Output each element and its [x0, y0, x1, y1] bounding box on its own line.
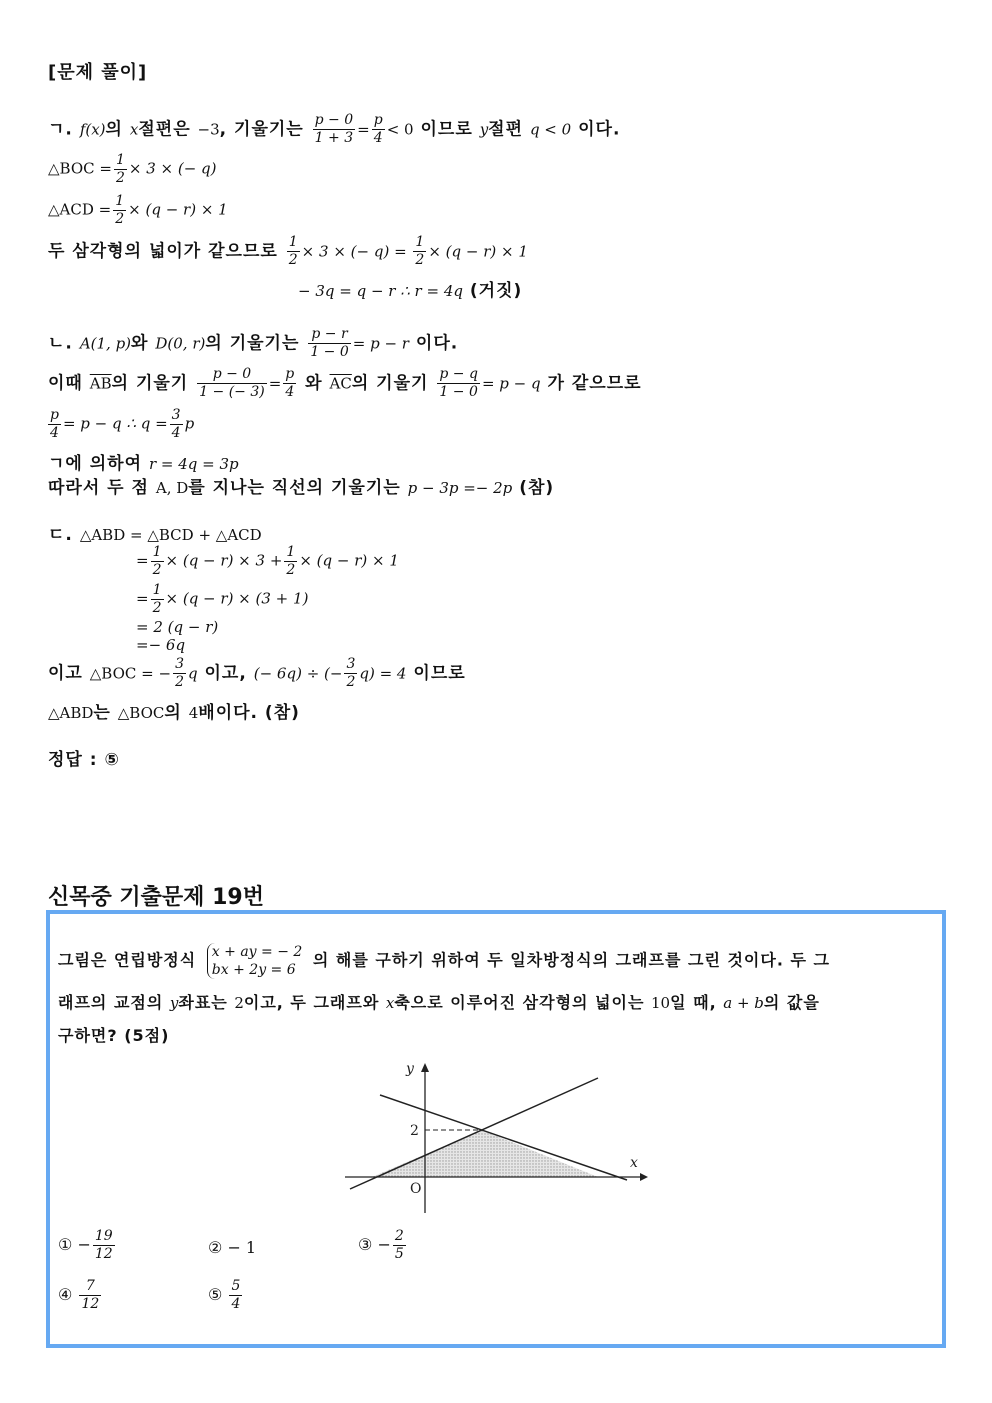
part-n-line3: $\frac{p}{4}$ = p − q ∴ q = $\frac{3}{4}$ p — [50, 407, 195, 441]
part-d-line1: ㄷ. △ABD = △BCD + △ACD — [48, 525, 262, 545]
problem-line2: 래프의 교점의 y좌표는 2이고, 두 그래프와 x축으로 이루어진 삼각형의 넓이는 10일 때, a + b의 값을 — [58, 993, 820, 1012]
part-n-label: ㄴ. — [48, 333, 73, 354]
x-axis-arrow — [640, 1173, 648, 1181]
part-g-line1: ㄱ. f(x)의 x절편은 −3, 기울기는 $\frac{p - 0}{1 + 3}$ = $\frac{p}{4}$ < 0 이므로 y절편 q < 0 이다. — [48, 112, 621, 146]
part-d-line6: 이고 △BOC = − $\frac{3}{2}$ q 이고, (− 6q) ÷ (− $\frac{3}{2}$ q) = 4 이므로 — [48, 656, 466, 690]
fraction: $\frac{p - 0}{1 + 3}$ — [314, 112, 354, 146]
problem-line3: 구하면? (5점) — [58, 1026, 170, 1045]
option-2[interactable]: ② − 1 — [208, 1238, 257, 1257]
part-d-line3: = $\frac{1}{2}$ × (q − r) × (3 + 1) — [136, 582, 309, 616]
x-axis-label: x — [630, 1155, 638, 1171]
option-5[interactable]: ⑤ $\frac{5}{4}$ — [208, 1278, 241, 1312]
part-g-boc: △BOC = $\frac{1}{2}$ × 3 × (− q) — [48, 152, 217, 186]
part-g-result: − 3q = q − r ∴ r = 4q (거짓) — [298, 281, 523, 301]
part-d-line4: = 2 (q − r) — [136, 618, 219, 636]
section-header: [문제 풀이] — [48, 62, 148, 83]
part-g-acd: △ACD = $\frac{1}{2}$ × (q − r) × 1 — [48, 193, 228, 227]
part-n-line2: 이때 $\overline{AB}$의 기울기 $\frac{p - 0}{1 - (- 3)}$ = $\frac{p}{4}$ 와 $\overline{AC}$의 기울기 $\frac{p - q}{1 - 0}$ = p − q 가 같으므로 — [48, 366, 642, 400]
part-d-label: ㄷ. — [48, 525, 73, 545]
y-axis-label: y — [406, 1061, 414, 1077]
part-n-line1: ㄴ. A(1, p)와 D(0, r)의 기울기는 $\frac{p - r}{1 - 0}$ = p − r 이다. — [48, 326, 459, 360]
option-4[interactable]: ④ $\frac{7}{12}$ — [58, 1278, 100, 1312]
part-d-line7: △ABD는 △BOC의 4배이다. (참) — [48, 703, 300, 723]
shaded-triangle — [372, 1130, 598, 1177]
origin-label: O — [410, 1181, 422, 1197]
fraction: $\frac{p}{4}$ — [373, 112, 383, 146]
part-n-line5: 따라서 두 점 A, D를 지나는 직선의 기울기는 p − 3p =− 2p (참) — [48, 478, 555, 498]
problem-graph — [340, 1055, 660, 1220]
answer-line: 정답 : ⑤ — [48, 750, 120, 770]
part-g-equality: 두 삼각형의 넓이가 같으므로 $\frac{1}{2}$ × 3 × (− q) = $\frac{1}{2}$ × (q − r) × 1 — [48, 234, 528, 268]
part-g-label: ㄱ. — [48, 119, 73, 140]
equation-system: x + ay = − 2 bx + 2y = 6 — [207, 943, 303, 979]
tick-label-2: 2 — [410, 1123, 419, 1139]
problem-title: 신목중 기출문제 19번 — [48, 885, 264, 910]
option-1[interactable]: ① − $\frac{19}{12}$ — [58, 1228, 113, 1262]
y-axis-arrow — [421, 1063, 429, 1072]
part-d-line5: =− 6q — [136, 636, 186, 654]
part-d-line2: = $\frac{1}{2}$ × (q − r) × 3 + $\frac{1}{2}$ × (q − r) × 1 — [136, 544, 399, 578]
option-3[interactable]: ③ − $\frac{2}{5}$ — [358, 1228, 404, 1262]
part-n-line4: ㄱ에 의하여 r = 4q = 3p — [48, 454, 239, 474]
problem-line1: 그림은 연립방정식 x + ay = − 2 bx + 2y = 6 의 해를 구하기 위하여 두 일차방정식의 그래프를 그린 것이다. 두 그 — [58, 944, 830, 978]
